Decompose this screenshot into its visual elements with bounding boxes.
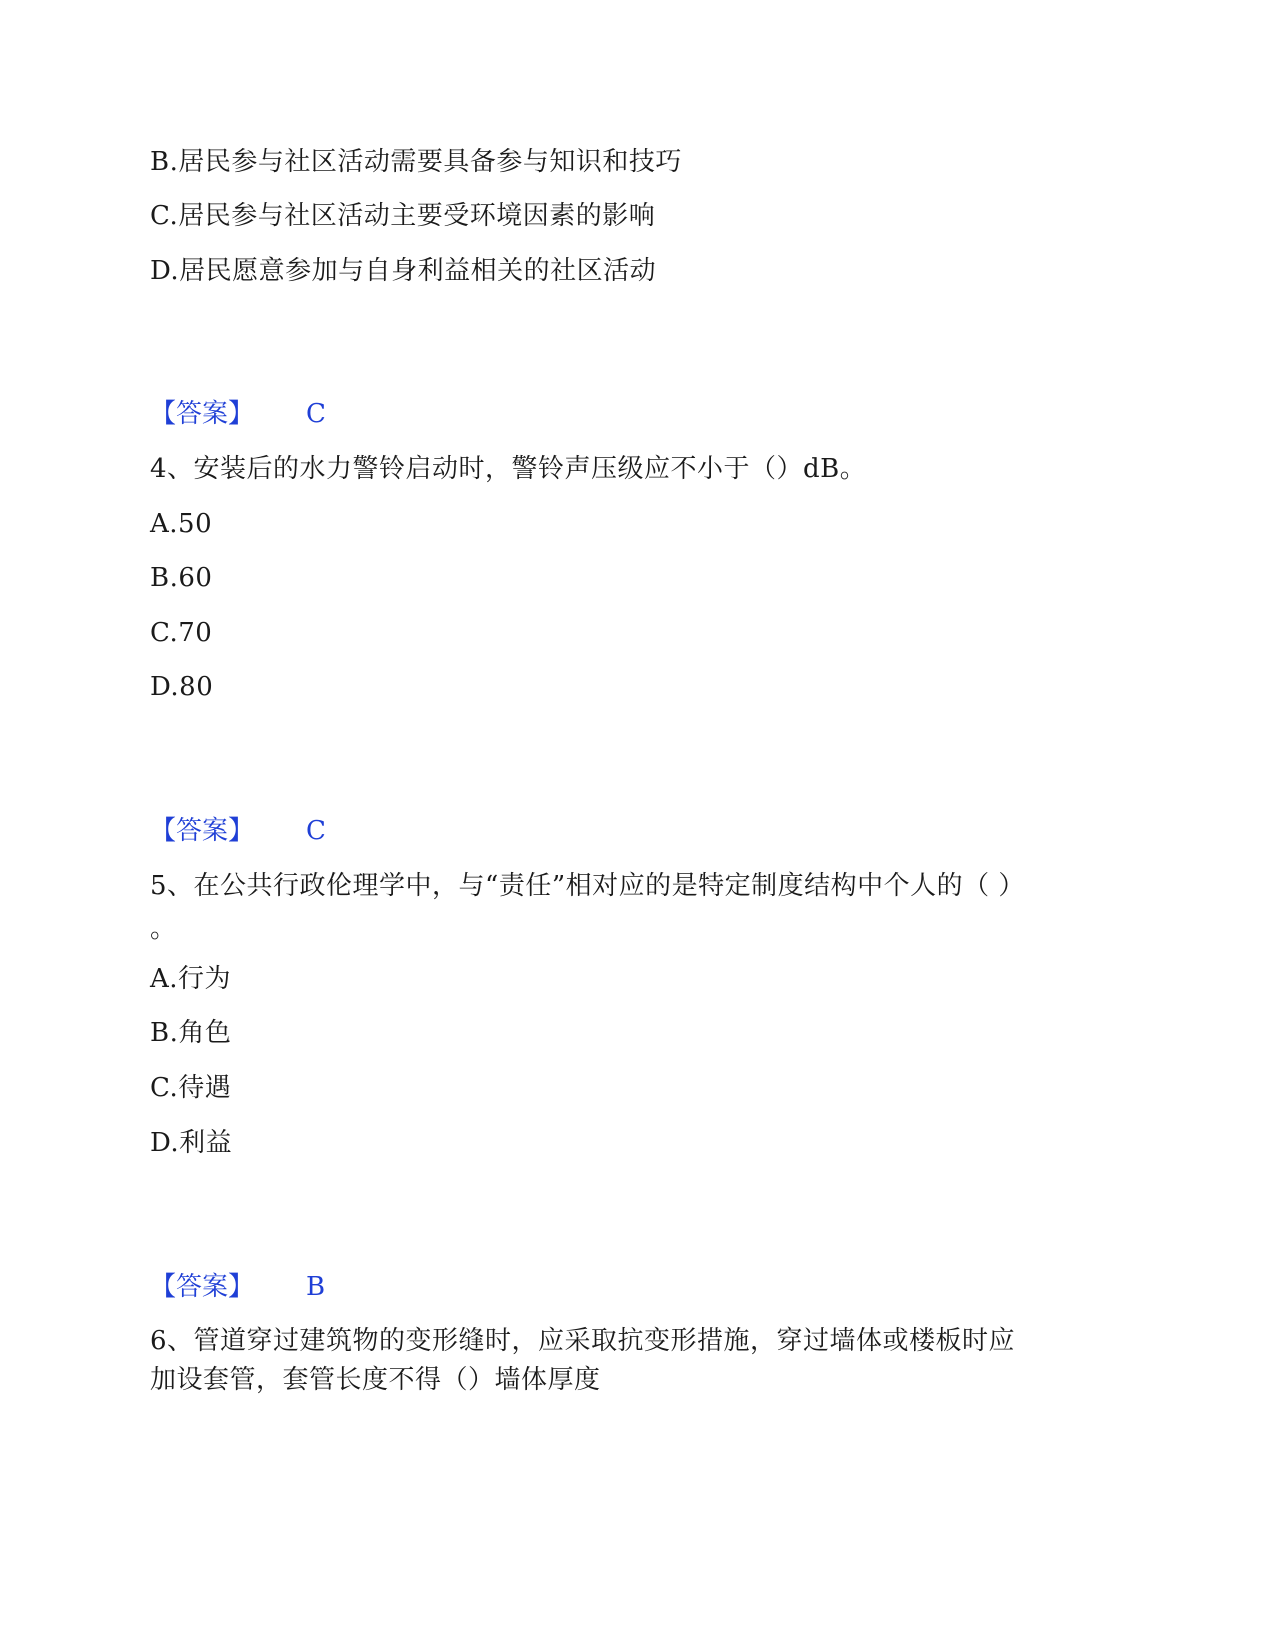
q5-option-d: D.利益 (150, 1128, 233, 1158)
q5-answer-label: 【答案】 (150, 1272, 255, 1302)
q3-option-c: C.居民参与社区活动主要受环境因素的影响 (150, 201, 656, 231)
q3-answer (150, 397, 326, 431)
q4-stem: 4、安装后的水力警铃启动时，警铃声压级应不小于（）dB。 (150, 454, 867, 484)
q5-option-b: B.角色 (150, 1018, 232, 1048)
q6-stem-line2: 加设套管，套管长度不得（）墙体厚度 (150, 1365, 601, 1395)
q4-answer-value: C (306, 816, 326, 846)
q5-stem-line2: 。 (150, 914, 177, 944)
q3-answer-value: C (306, 399, 326, 429)
q3-option-d: D.居民愿意参加与自身利益相关的社区活动 (150, 256, 657, 286)
q6-stem-line1: 6、管道穿过建筑物的变形缝时，应采取抗变形措施，穿过墙体或楼板时应 (150, 1326, 1016, 1356)
q4-option-a: A.50 (150, 509, 213, 539)
q4-option-c: C.70 (150, 618, 213, 648)
q5-option-a: A.行为 (150, 964, 232, 994)
q4-option-b: B.60 (150, 563, 213, 593)
q5-answer (150, 1270, 325, 1304)
q3-answer-label: 【答案】 (150, 399, 255, 429)
q3-option-b: B.居民参与社区活动需要具备参与知识和技巧 (150, 147, 682, 177)
q4-answer (150, 814, 326, 848)
q5-stem-line1: 5、在公共行政伦理学中，与“责任”相对应的是特定制度结构中个人的（ ） (150, 871, 1025, 901)
q4-answer-label: 【答案】 (150, 816, 255, 846)
q4-option-d: D.80 (150, 672, 214, 702)
q5-option-c: C.待遇 (150, 1073, 232, 1103)
q5-answer-value: B (306, 1272, 326, 1302)
